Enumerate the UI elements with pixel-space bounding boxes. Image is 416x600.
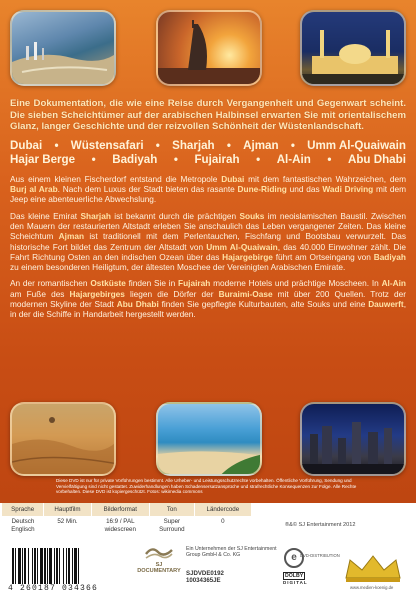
photo-burj-al-arab xyxy=(156,10,262,86)
specs-value-row xyxy=(2,516,252,544)
specs-value: 52 Min. xyxy=(57,518,78,525)
place-al-ain: Al-Ain xyxy=(276,153,311,167)
place-separator: • xyxy=(173,153,178,167)
specs-value: Deutsch Englisch xyxy=(11,518,35,533)
text-segment: im neoislamischen Baustil. Zwischen den Mauern der restaurierten Altstadt erleben Sie anschaulich das Leben vergangener Zeiten. Das kleine Scheichtum xyxy=(10,210,406,242)
highlight-term: Umm Al-Quaiwain xyxy=(206,241,278,252)
barcode-bar xyxy=(49,548,52,584)
highlight-term: Burj al Arab xyxy=(10,184,58,195)
highlight-term: Dune-Riding xyxy=(237,184,287,195)
highlight-term: Ostküste xyxy=(90,278,126,289)
highlight-term: Badiyah xyxy=(373,251,406,262)
text-segment: ist bekannt durch die prächtigen xyxy=(110,210,240,221)
text-segment: zu einem besonderen Heiligtum, der ältesten Moschee der Vereinigten Arabischen Emirate. xyxy=(10,262,346,273)
photo-beach-art xyxy=(158,404,262,476)
text-segment: mit dem Jeep eine abenteuerliche Abwechslung. xyxy=(10,184,407,205)
e-logo-icon: e xyxy=(284,548,304,568)
text-segment: finden Sie gepflegte Kulturbauten, alte Souks und eine xyxy=(158,299,369,310)
highlight-term: Buraimi-Oase xyxy=(218,288,273,299)
place-ajman: Ajman xyxy=(243,138,279,152)
specs-value: 0 xyxy=(221,518,225,525)
text-segment: liegen die Dörfer der xyxy=(124,288,219,299)
dolby-sub-label: DIGITAL xyxy=(283,580,308,585)
barcode-bar xyxy=(34,548,36,584)
place-separator: • xyxy=(226,138,231,152)
highlight-term: Abu Dhabi xyxy=(116,299,159,310)
place-separator: • xyxy=(327,153,332,167)
specs-header: Ton xyxy=(149,503,194,516)
highlight-term: Ajman xyxy=(58,231,85,242)
barcode-number: 4 260187 034366 xyxy=(8,584,99,593)
crown-icon xyxy=(340,554,406,584)
place-sharjah: Sharjah xyxy=(172,138,215,152)
crown-logo xyxy=(340,554,406,584)
place-abu-dhabi: Abu Dhabi xyxy=(347,153,406,167)
barcode-bar xyxy=(59,548,60,584)
place-wuestensafari: Wüstensafari xyxy=(70,138,144,152)
place-separator: • xyxy=(91,153,96,167)
barcode-bar xyxy=(47,548,48,584)
place-separator: • xyxy=(155,138,160,152)
text-segment: Das kleine Emirat xyxy=(10,210,81,221)
place-dubai: Dubai xyxy=(10,138,43,152)
brand-label: SJ DOCUMENTARY xyxy=(137,562,181,574)
specs-header: Hauptfilm xyxy=(44,503,91,516)
place-separator: • xyxy=(256,153,261,167)
barcode-bar xyxy=(24,548,26,584)
photo-skyline xyxy=(300,402,406,476)
barcode-bar xyxy=(22,548,23,584)
photo-desert-art xyxy=(12,404,116,476)
specs-header-row xyxy=(2,503,252,516)
barcode-bar xyxy=(78,548,79,584)
text-segment: ist traditionell mit dem Perlentauchen, Fischfang und Bootsbau verwurzelt. Das historische Fort bildet das Zentrum der Altstadt von xyxy=(10,231,407,252)
text-segment: mit dem fantastischen Wahrzeichen, dem xyxy=(244,173,406,184)
sj-logo-icon xyxy=(142,544,176,560)
barcode-bar xyxy=(40,548,43,584)
place-fujairah: Fujairah xyxy=(194,153,240,167)
text-segment: am Fuße des xyxy=(10,288,70,299)
place-separator: • xyxy=(290,138,295,152)
paragraph-sharjah xyxy=(10,211,406,273)
highlight-term: Dubai xyxy=(221,173,245,184)
product-code: 10034365JE xyxy=(186,577,221,585)
highlight-term: Wadi Driving xyxy=(322,184,374,195)
paragraph-ostkueste xyxy=(10,278,406,319)
specs-table xyxy=(2,503,252,544)
paragraph-dubai xyxy=(10,174,406,205)
barcode-bar xyxy=(56,548,58,584)
barcode-bar xyxy=(63,548,64,584)
photo-burj-al-arab-art xyxy=(158,12,262,86)
intro-text: Eine Dokumentation, die wie eine Reise durch Vergangenheit und Gegenwart scheint. Die sieben Scheichtümer auf der arabischen Halbinsel erwarten Sie mit orientalischem Glanz, langer Geschichte und der reizvollen Schönheit der Wüstenlandschaft. xyxy=(10,98,406,133)
photo-beach xyxy=(156,402,262,476)
barcode-bar xyxy=(68,548,70,584)
highlight-term: Hajargebirge xyxy=(222,251,273,262)
dolby-label: DOLBY xyxy=(285,573,304,579)
highlight-term: Sharjah xyxy=(80,210,111,221)
specs-header: Bilderformat xyxy=(91,503,149,516)
highlight-term: Fujairah xyxy=(178,278,211,289)
barcode-bar xyxy=(66,548,67,584)
text-segment: . Nach dem Luxus der Stadt bieten das rasante xyxy=(57,184,238,195)
highlight-term: Hajargebirges xyxy=(69,288,125,299)
photo-dubai-coast-art xyxy=(12,12,116,86)
description-block xyxy=(10,98,406,320)
product-codes xyxy=(186,570,224,585)
barcode-bar xyxy=(74,548,77,584)
specs-header: Sprache xyxy=(2,503,44,516)
place-hajar-berge: Hajar Berge xyxy=(10,153,76,167)
barcode-bar xyxy=(54,548,55,584)
photo-desert xyxy=(10,402,116,476)
specs-value: 16:9 / PAL widescreen xyxy=(104,518,136,533)
specs-header: Ländercode xyxy=(194,503,251,516)
text-segment: führt am Ortseingang von xyxy=(272,251,374,262)
copyright: ®&© SJ Entertainment 2012 xyxy=(285,522,356,528)
product-code: SJDVDE0192 xyxy=(186,570,224,577)
highlight-term: Souks xyxy=(239,210,265,221)
places-list xyxy=(10,139,406,168)
barcode-bar xyxy=(12,548,14,584)
place-separator: • xyxy=(54,138,59,152)
places-row-1 xyxy=(10,139,406,154)
place-umm-al-quaiwain: Umm Al-Quaiwain xyxy=(307,138,406,152)
highlight-term: Al-Ain xyxy=(381,278,406,289)
place-badiyah: Badiyah xyxy=(112,153,158,167)
barcode-bar xyxy=(37,548,38,584)
e-logo-label: DVD-DISTRIBUTION xyxy=(300,553,340,558)
barcode xyxy=(8,548,124,584)
text-segment: finden Sie in xyxy=(125,278,179,289)
dolby-digital-logo xyxy=(283,572,327,584)
barcode-bar xyxy=(44,548,46,584)
barcode-bar xyxy=(72,548,73,584)
places-row-2 xyxy=(10,153,406,168)
text-segment: und das xyxy=(286,184,323,195)
specs-value: Super Surround xyxy=(159,518,185,533)
barcode-bar xyxy=(32,548,33,584)
text-segment: , das 40.000 Einwohner zählt. Die Fahrt Richtung Osten an den indischen Ozean über das xyxy=(10,241,406,262)
photo-mosque-night xyxy=(300,10,406,86)
text-segment: , in der die Schiffe in Handarbeit hergestellt werden. xyxy=(10,299,406,320)
crown-logo-label: www.medien-koenig.de xyxy=(350,585,394,590)
photo-mosque-night-art xyxy=(302,12,406,86)
legal-notice: Diese DVD ist nur für private Vorführungen bestimmt. Alle Urheber- und Leistungsschutzrechte vorbehalten. Öffentliche Vorführung, Sendung und Vervielfältigung sind nicht gestattet. Zuwiderhandlungen haben Schadensersatzansprüche und strafrechtliche Konsequenzen zur Folge. Alle Rechte vorbehalten. Diese DVD ist kopiergeschützt. Fotos: wikimedia commons xyxy=(56,478,357,495)
barcode-bar xyxy=(28,548,29,584)
barcode-bar xyxy=(15,548,16,584)
barcode-bar xyxy=(18,548,21,584)
sj-documentary-logo xyxy=(136,544,182,574)
text-segment: moderne Hotels und prächtige Moscheen. In xyxy=(210,278,382,289)
photo-dubai-coast xyxy=(10,10,116,86)
text-segment: mit über 200 Quellen. Trotz der modernen Skyline der Stadt xyxy=(10,288,406,310)
company-info: Ein Unternehmen der SJ Entertainment Group GmbH & Co. KG xyxy=(186,546,277,559)
highlight-term: Dauwerft xyxy=(368,299,404,310)
text-segment: An der romantischen xyxy=(10,278,91,289)
text-segment: Aus einem kleinen Fischerdorf entstand die Metropole xyxy=(10,173,222,184)
photo-skyline-art xyxy=(302,404,406,476)
barcode-icon xyxy=(8,548,124,584)
